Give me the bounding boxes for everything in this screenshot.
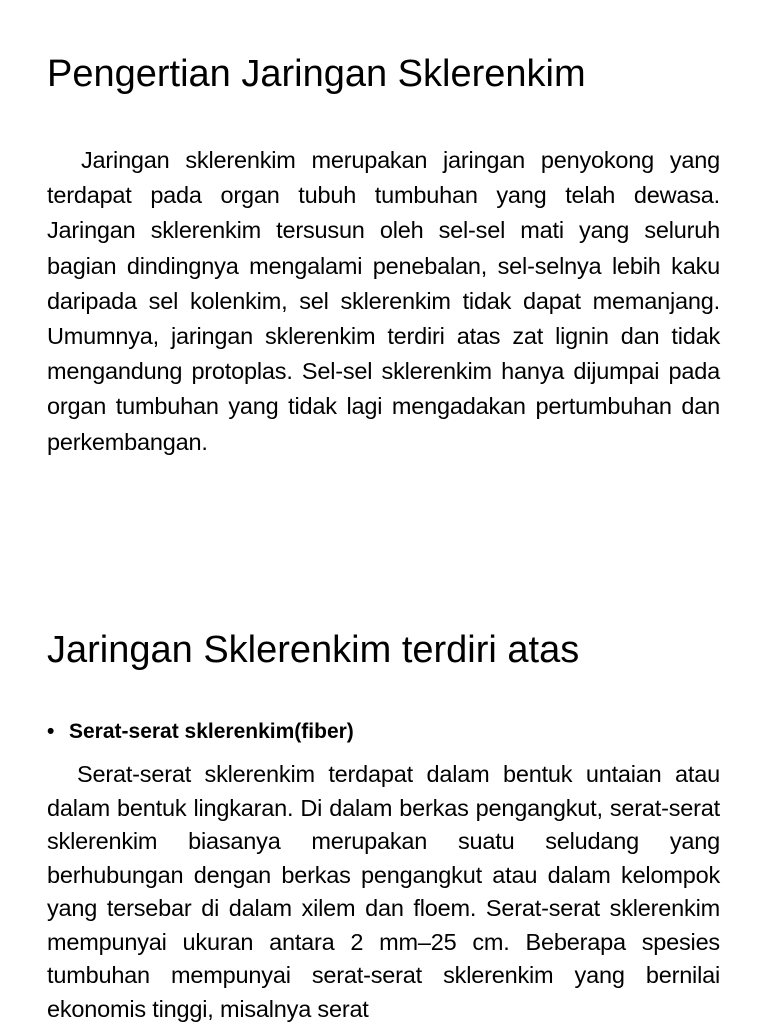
paragraph-pengertian: Jaringan sklerenkim merupakan jaringan penyokong yang terdapat pada organ tubuh tumbuhan yang telah dewasa. Jaringan sklerenkim tersusun oleh sel-sel mati yang seluruh bagian dindingnya mengalami penebalan, sel-selnya lebih kaku daripada sel kolenkim, sel sklerenkim tidak dapat memanjang. Umumnya, jaringan sklerenkim terdiri atas zat lignin dan tidak mengandung protoplas. Sel-sel sklerenkim hanya dijumpai pada organ tumbuhan yang tidak lagi mengadakan pertumbuhan dan perkembangan.	[47, 147, 720, 455]
section-title-pengertian: Pengertian Jaringan Sklerenkim	[47, 53, 586, 95]
bullet-icon: •	[47, 720, 55, 743]
paragraph-serat: Serat-serat sklerenkim terdapat dalam bentuk untaian atau dalam bentuk lingkaran. Di dalam berkas pengangkut, serat-serat sklerenkim biasanya merupakan suatu seludang yang berhubungan dengan berkas pengangkut atau dalam kelompok yang tersebar di dalam xilem dan floem. Serat-serat sklerenkim mempunyai ukuran antara 2 mm–25 cm. Beberapa spesies tumbuhan mempunyai serat-serat sklerenkim yang bernilai ekonomis tinggi, misalnya serat	[47, 761, 720, 1022]
bullet-label: Serat-serat sklerenkim(fiber)	[69, 720, 354, 743]
section-title-terdiri-atas: Jaringan Sklerenkim terdiri atas	[47, 629, 580, 671]
bullet-item-serat	[47, 716, 354, 748]
